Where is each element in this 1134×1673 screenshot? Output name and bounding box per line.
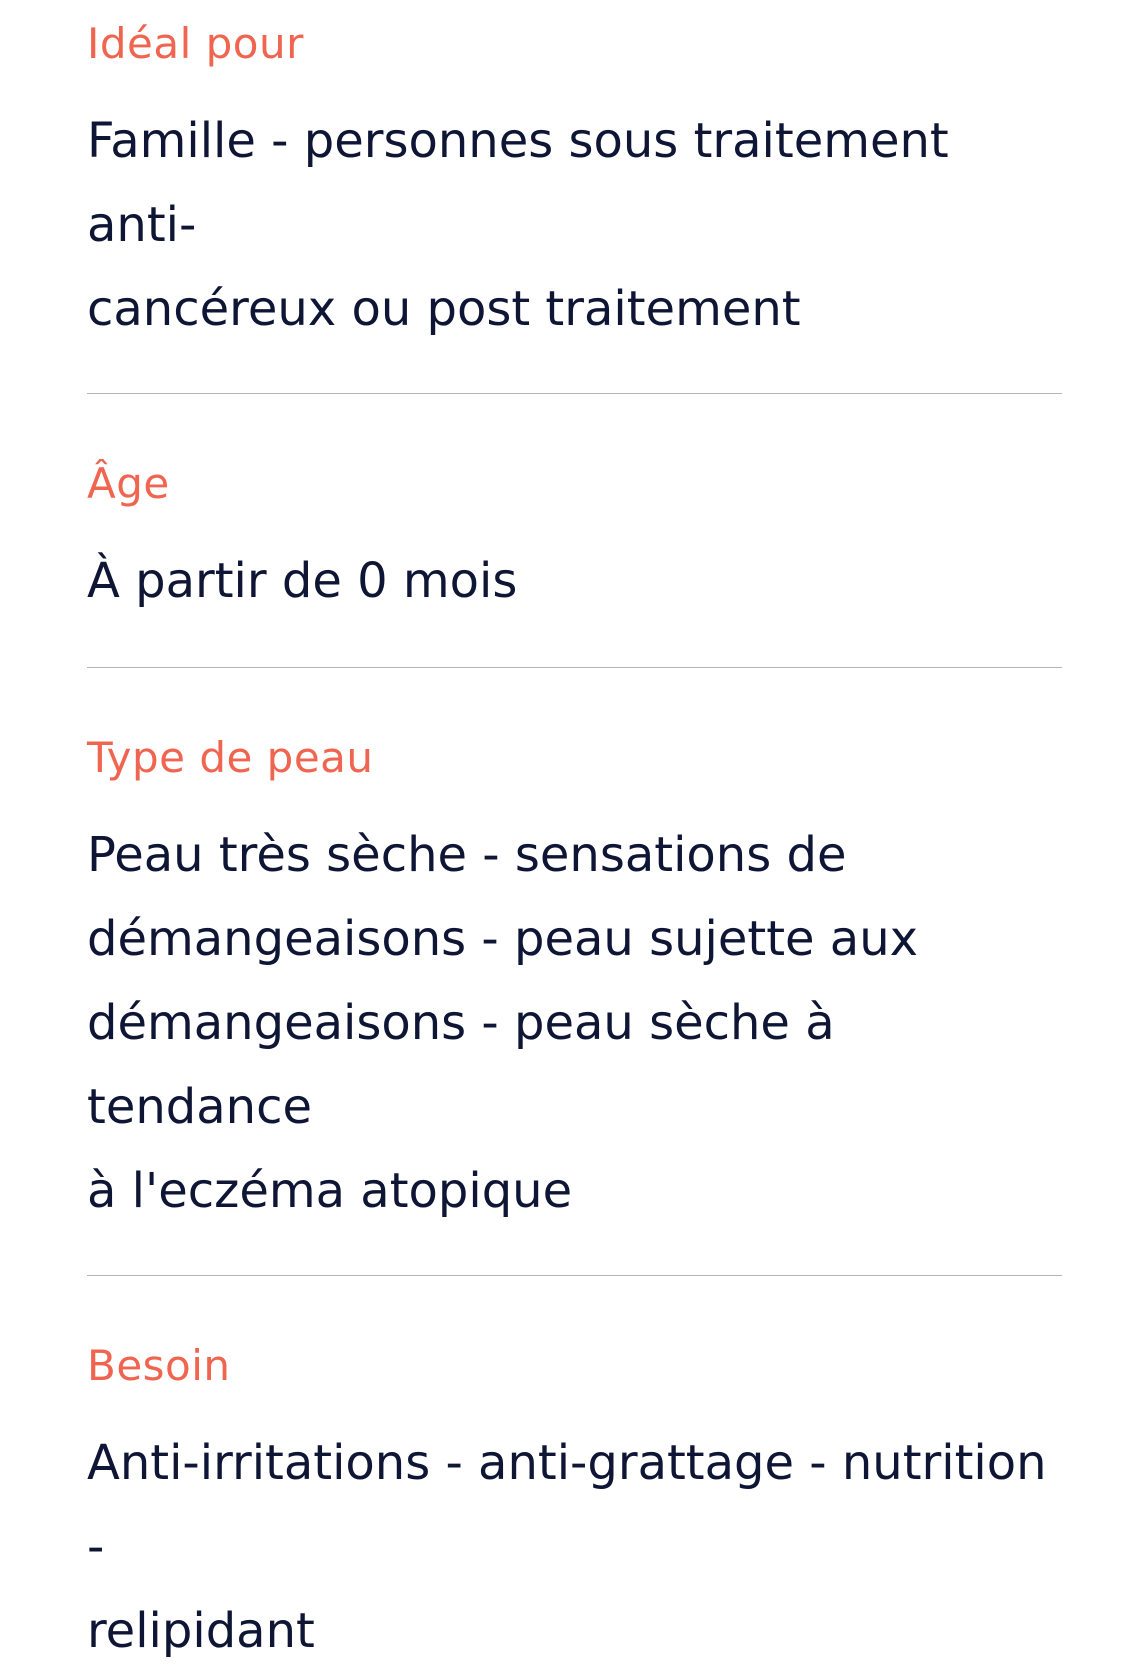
detail-ideal-pour [87,0,1062,351]
detail-label-besoin: Besoin [87,1341,231,1390]
detail-value-besoin: Anti-irritations - anti-grattage - nutrition - relipidant [87,1435,1047,1659]
detail-type-de-peau [87,668,1062,1233]
detail-label-type-de-peau: Type de peau [87,733,374,782]
detail-value-age: À partir de 0 mois [87,553,518,609]
detail-label-age: Âge [87,459,170,508]
product-details-list [87,0,1062,1673]
detail-value-type-de-peau: Peau très sèche - sensations de démangeaisons - peau sujette aux démangeaisons - peau sèche à tendance à l'eczéma atopique [87,827,919,1219]
detail-value-ideal-pour: Famille - personnes sous traitement anti- cancéreux ou post traitement [87,113,949,337]
detail-age [87,394,1062,623]
detail-label-ideal-pour: Idéal pour [87,19,304,68]
detail-besoin [87,1276,1062,1673]
